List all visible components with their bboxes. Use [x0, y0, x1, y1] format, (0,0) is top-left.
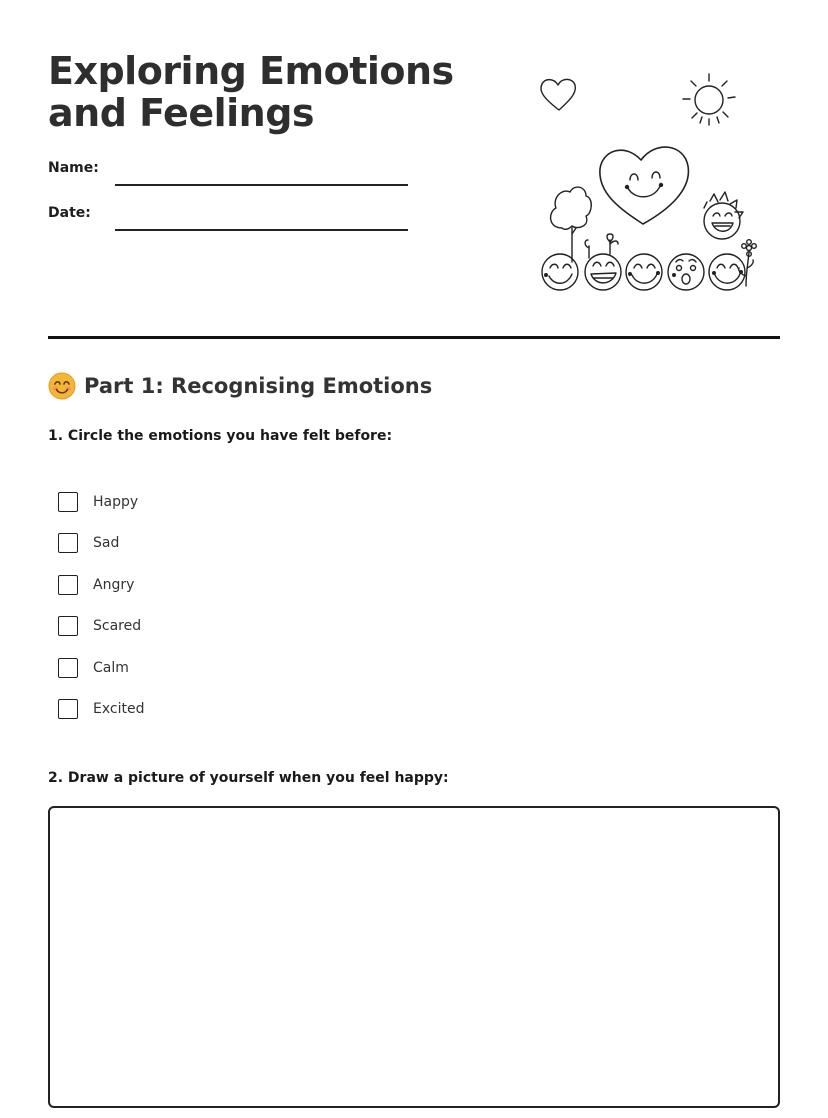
emotion-label: Scared [93, 618, 142, 634]
section-divider [48, 336, 780, 339]
name-field[interactable] [115, 182, 408, 186]
happy-face-icon [709, 254, 745, 290]
emotion-label: Happy [93, 494, 139, 510]
happy-face-icon [626, 254, 662, 290]
emotions-illustration [532, 68, 768, 298]
emotion-item-scared[interactable] [58, 614, 141, 638]
emotion-checkbox[interactable] [58, 533, 78, 553]
emotion-label: Calm [93, 660, 129, 676]
surprised-face-icon [668, 254, 704, 290]
sun-face-icon [704, 192, 743, 239]
emotion-item-happy[interactable] [58, 490, 138, 514]
part1-title [48, 372, 432, 400]
date-field[interactable] [115, 227, 408, 231]
name-label: Name: [48, 160, 99, 176]
emotion-checkbox[interactable] [58, 575, 78, 595]
sun-icon [683, 74, 735, 125]
smiling-face-icon [48, 372, 76, 400]
emotion-label: Excited [93, 701, 145, 717]
name-field-row [48, 160, 408, 190]
question-1: 1. Circle the emotions you have felt before: [48, 428, 393, 444]
tree-icon [551, 187, 592, 262]
emotion-item-calm[interactable] [58, 656, 129, 680]
emotion-checkbox[interactable] [58, 492, 78, 512]
emotion-label: Angry [93, 577, 135, 593]
date-label: Date: [48, 205, 91, 221]
emotion-checkbox[interactable] [58, 699, 78, 719]
emotion-item-sad[interactable] [58, 531, 119, 555]
date-field-row [48, 205, 408, 235]
happy-face-icon [542, 254, 578, 290]
page-title: Exploring Emotions and Feelings [48, 49, 454, 135]
part1-title-text: Part 1: Recognising Emotions [84, 374, 433, 398]
emotion-label: Sad [93, 535, 120, 551]
drawing-area[interactable] [48, 806, 780, 1108]
heart-icon [541, 79, 575, 110]
emotion-item-angry[interactable] [58, 573, 134, 597]
question-2: 2. Draw a picture of yourself when you feel happy: [48, 770, 449, 786]
emotion-item-excited[interactable] [58, 697, 144, 721]
flower-icon [739, 240, 757, 286]
emotion-checkbox[interactable] [58, 658, 78, 678]
emotion-checkbox[interactable] [58, 616, 78, 636]
smiling-heart-icon [600, 147, 689, 224]
happy-face-icon [585, 254, 621, 290]
